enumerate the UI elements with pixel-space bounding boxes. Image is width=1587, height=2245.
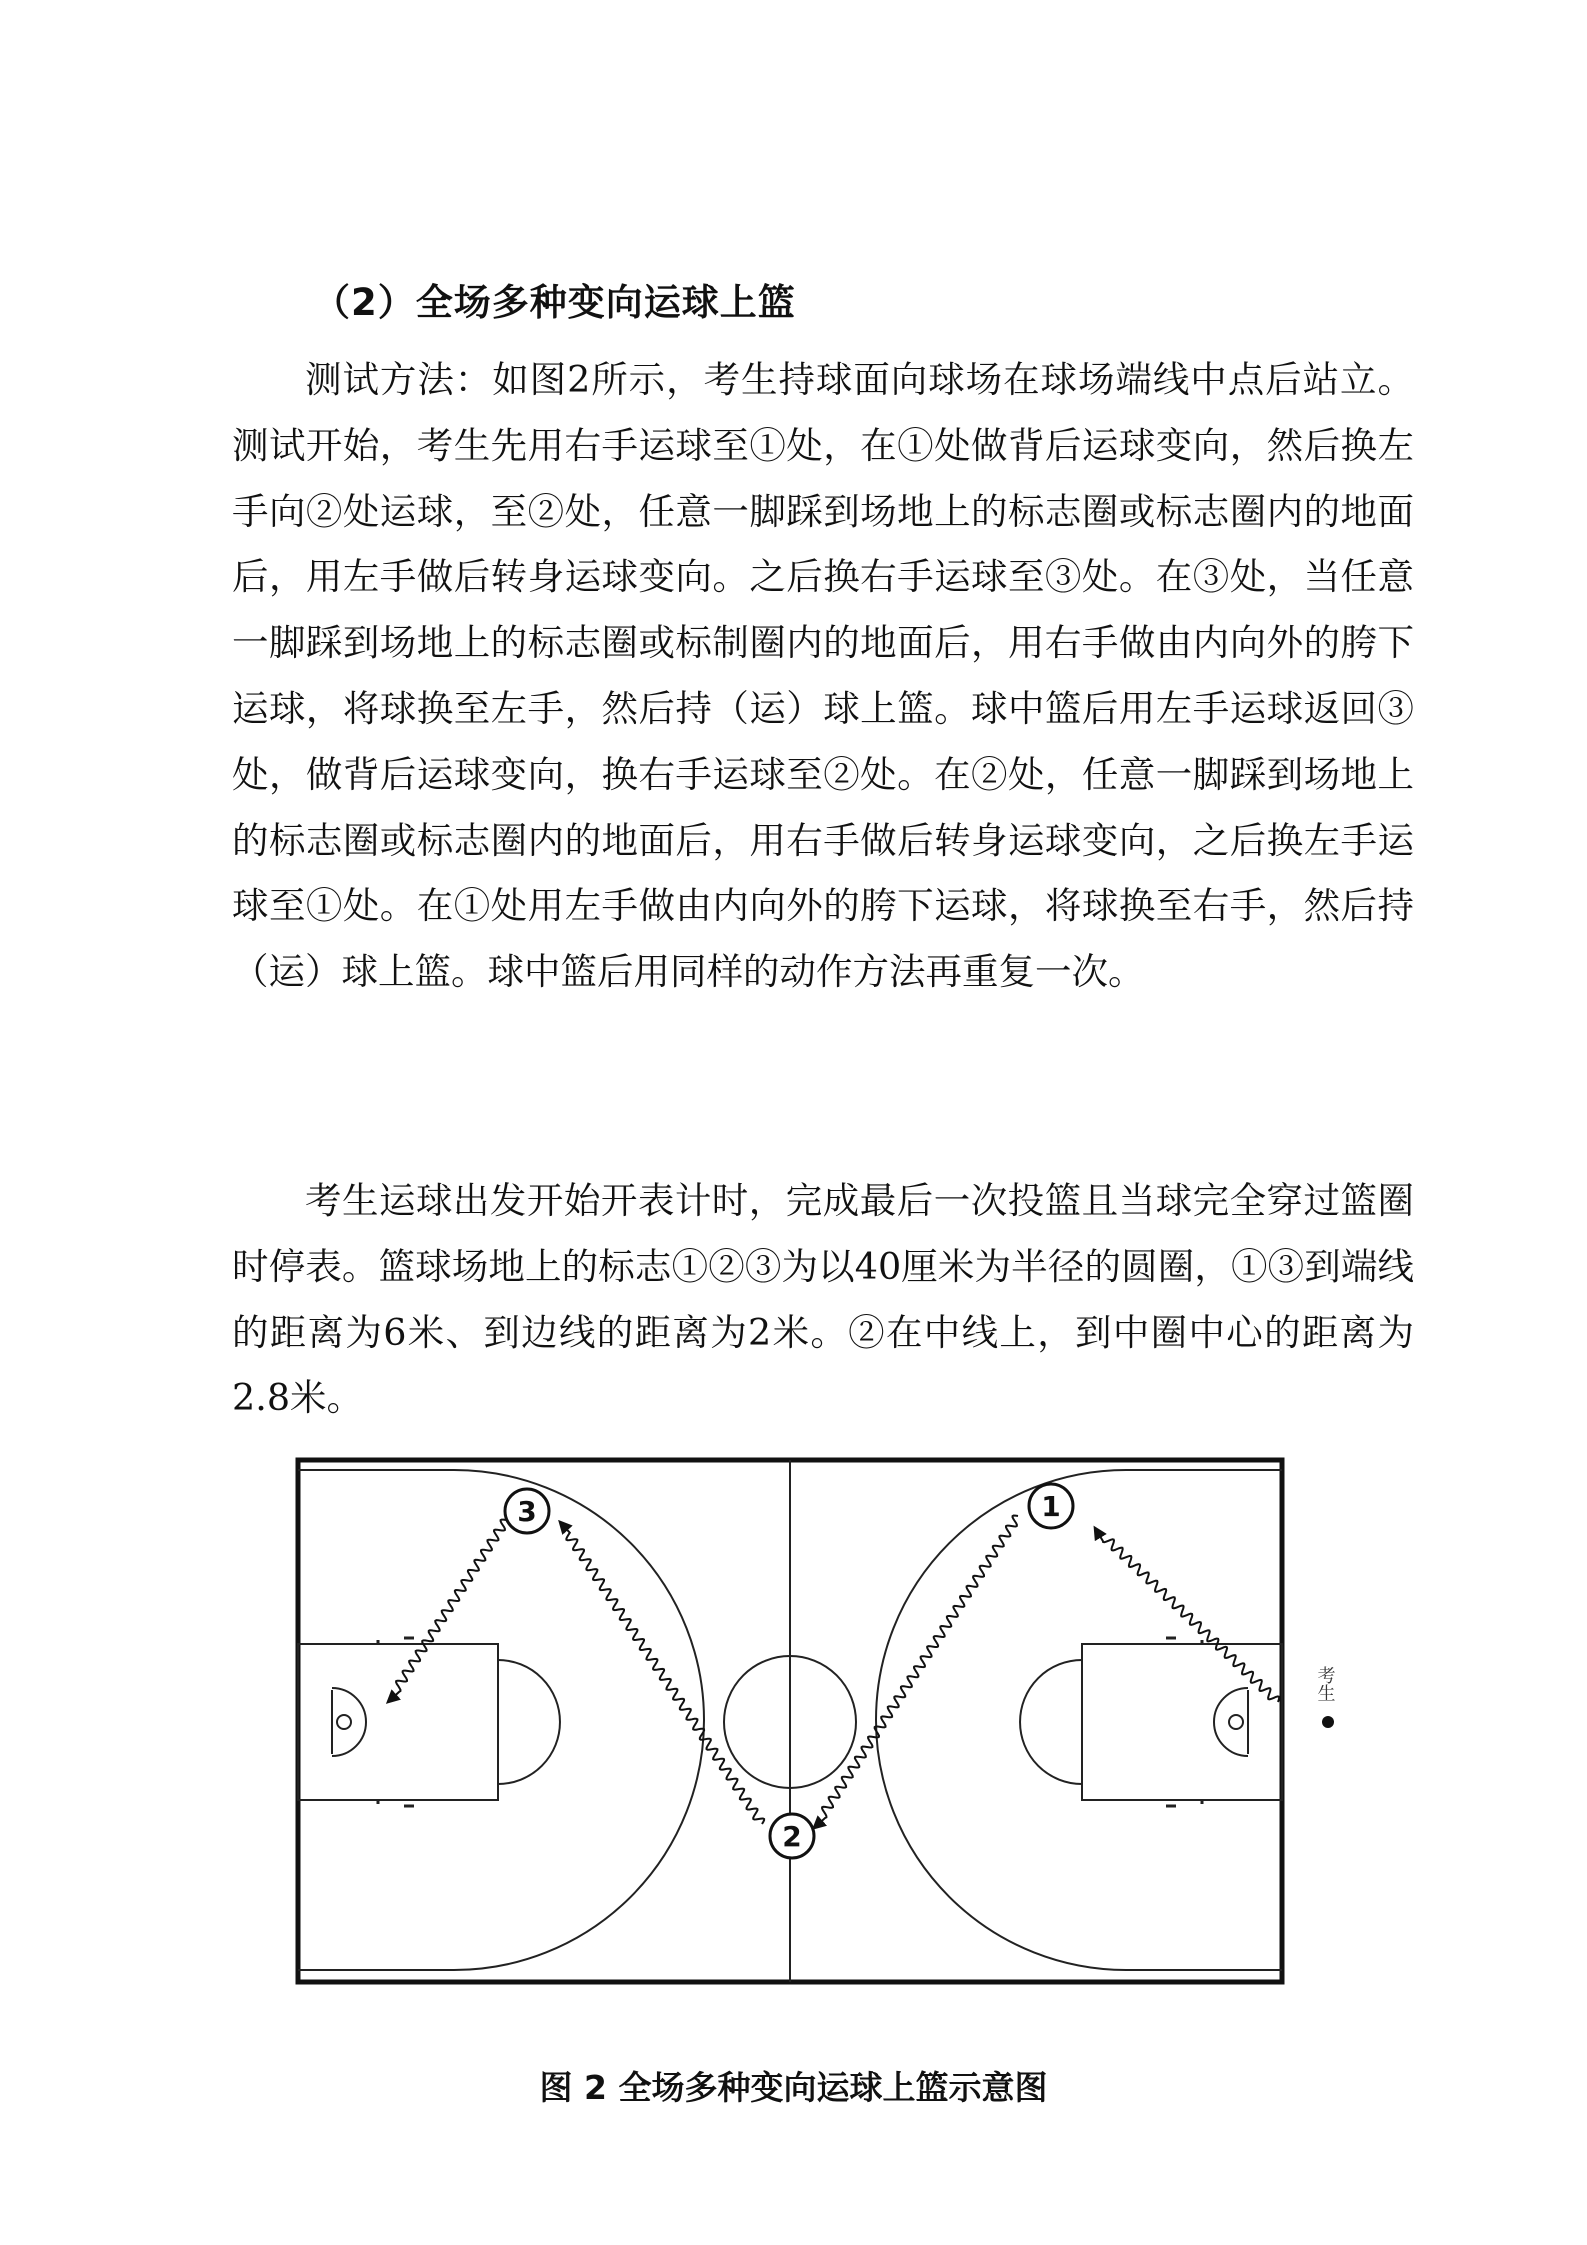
figure-caption: 图 2 全场多种变向运球上篮示意图	[539, 2068, 1048, 2107]
section-heading: （2）全场多种变向运球上篮	[313, 281, 796, 324]
marker-3	[505, 1489, 549, 1533]
right-half-court	[876, 1470, 1282, 1970]
timing-paragraph: 考生运球出发开始开表计时，完成最后一次投篮且当球完全穿过篮圈时停表。篮球场地上的标志①②③为以40厘米为半径的圆圈，①③到端线的距离为6米、到边线的距离为2米。②在中线上，到中圈中心的距离为2.8米。	[232, 1179, 1414, 1420]
examinee-label: 考生	[1314, 1666, 1336, 1702]
marker-3-label: 3	[517, 1495, 537, 1528]
dribble-path-2-to-3	[560, 1522, 764, 1824]
examinee-dot	[1322, 1716, 1334, 1728]
marker-1-label: 1	[1041, 1490, 1061, 1523]
dribble-path-3-to-basket	[388, 1520, 506, 1702]
test-method-paragraph: 测试方法：如图2所示，考生持球面向球场在球场端线中点后站立。测试开始，考生先用右手运球至①处，在①处做背后运球变向，然后换左手向②处运球，至②处，任意一脚踩到场地上的标志圈或标志圈内的地面后，用左手做后转身运球变向。之后换右手运球至③处。在③处，当任意一脚踩到场地上的标志圈或标制圈内的地面后，用右手做由内向外的胯下运球，将球换至左手，然后持（运）球上篮。球中篮后用左手运球返回③处，做背后运球变向，换右手运球至②处。在②处，任意一脚踩到场地上的标志圈或标志圈内的地面后，用右手做后转身运球变向，之后换左手运球至①处。在①处用左手做由内向外的胯下运球，将球换至右手，然后持（运）球上篮。球中篮后用同样的动作方法再重复一次。	[232, 358, 1414, 994]
marker-1	[1029, 1484, 1073, 1528]
marker-2-label: 2	[782, 1820, 802, 1853]
dribble-path-1-to-2	[814, 1516, 1018, 1829]
basketball-court-diagram	[292, 1452, 1352, 2012]
dribble-path-start-to-1	[1095, 1528, 1279, 1702]
marker-2	[770, 1814, 814, 1858]
left-half-court	[298, 1470, 704, 1970]
